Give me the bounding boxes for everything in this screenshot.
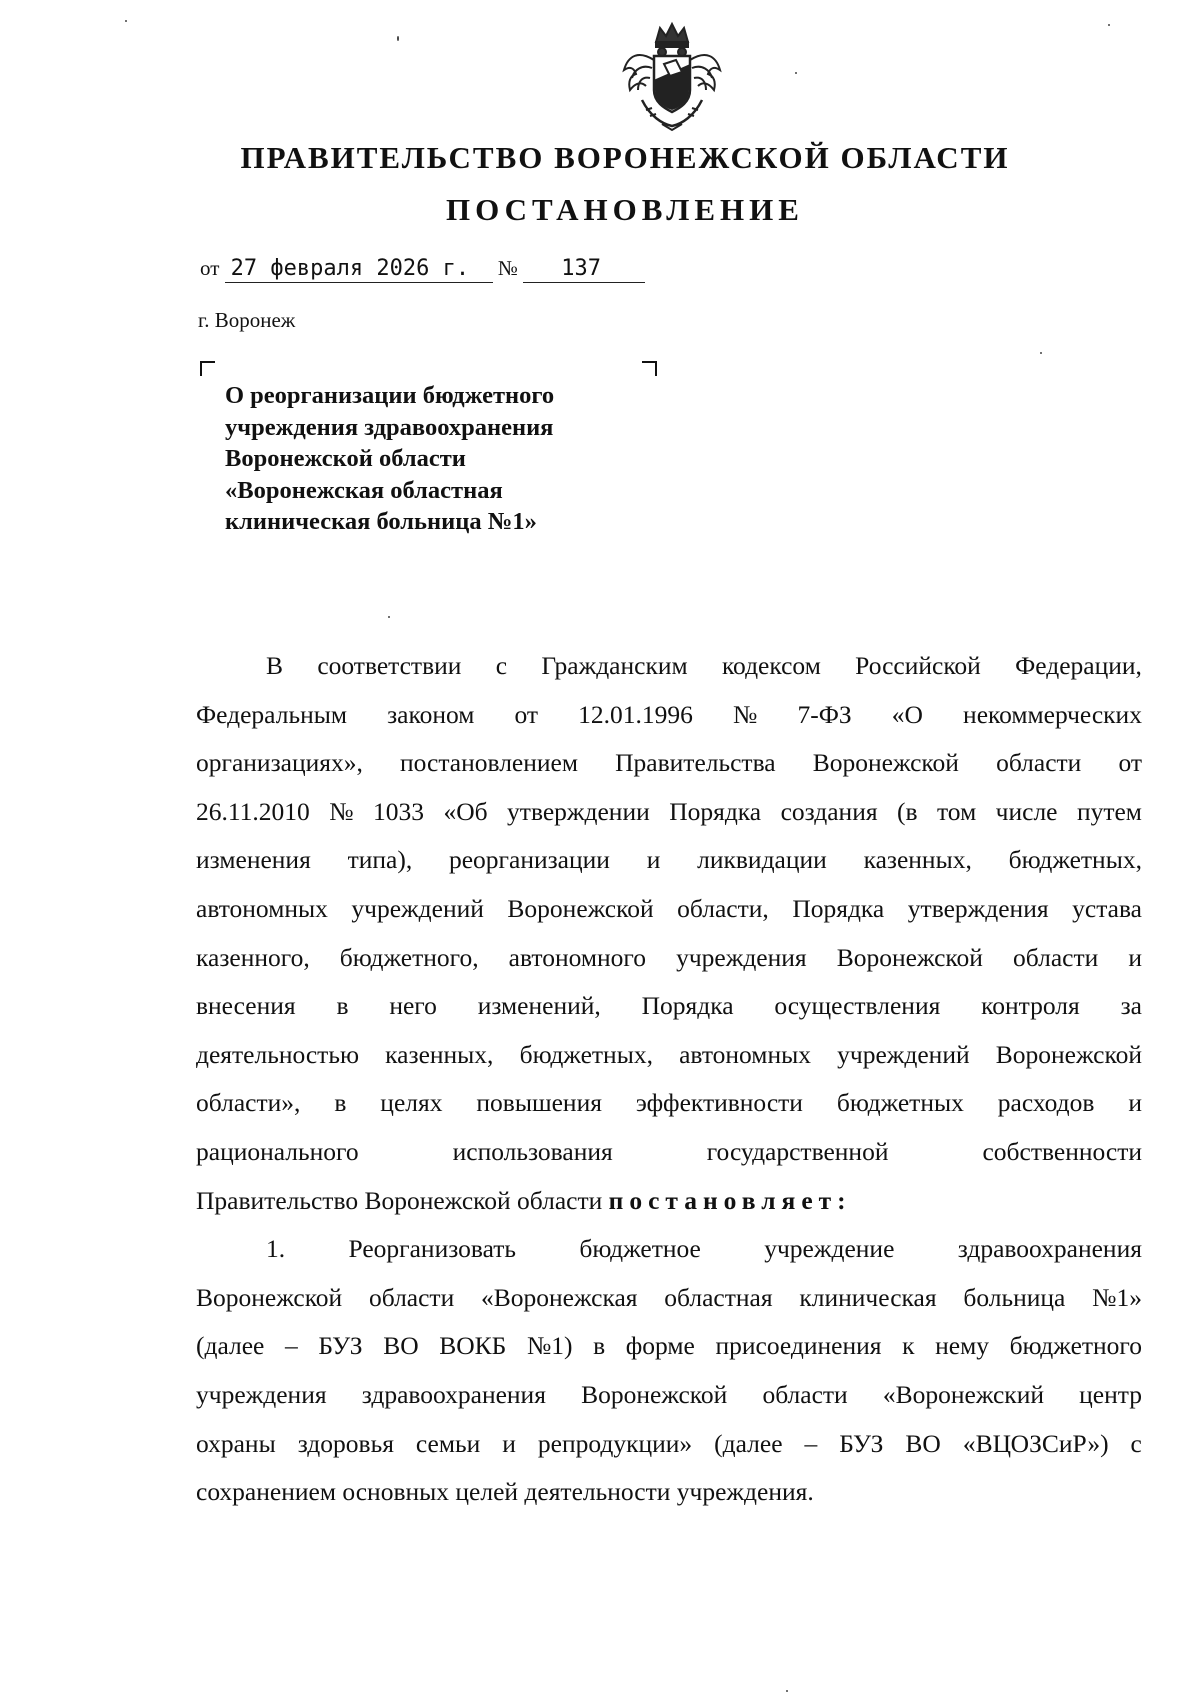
subject-corner-left	[200, 361, 215, 376]
word: 1.	[266, 1234, 286, 1264]
subject-line: О реорганизации бюджетного	[225, 382, 555, 409]
word: 1033	[373, 796, 425, 826]
word: областная	[664, 1282, 773, 1312]
word: «Об	[443, 796, 488, 826]
word: Федерации,	[1015, 651, 1142, 680]
word: области,	[677, 893, 769, 923]
word: в	[336, 991, 349, 1021]
word: типа),	[347, 845, 413, 875]
word: организациях»,	[196, 748, 363, 778]
word: постановлением	[399, 748, 578, 778]
resolves-line	[196, 1177, 1142, 1226]
word: утверждения	[907, 893, 1049, 923]
subject-line: Воронежской области	[225, 445, 466, 472]
word: ВОКБ	[439, 1331, 507, 1361]
word: и	[1128, 1088, 1142, 1118]
scan-speck	[1108, 24, 1110, 26]
word: больница	[963, 1282, 1066, 1312]
scan-speck	[388, 616, 390, 618]
word: от	[514, 699, 539, 729]
item-line	[196, 1322, 1142, 1371]
body-line	[196, 739, 1142, 788]
word: –	[804, 1428, 818, 1458]
word: нему	[935, 1331, 989, 1361]
word: расходов	[997, 1088, 1095, 1118]
word: эффективности	[635, 1088, 803, 1118]
word: изменения	[196, 845, 311, 875]
word: «ВЦОЗСиР»)	[962, 1428, 1109, 1458]
word: собственности	[982, 1136, 1142, 1166]
word: репродукции»	[537, 1428, 693, 1458]
word: Российской	[855, 651, 981, 680]
body-line	[196, 885, 1142, 934]
word: Реорганизовать	[348, 1234, 517, 1264]
word: области	[1013, 942, 1099, 972]
word: кодексом	[721, 651, 821, 680]
body-line	[196, 934, 1142, 983]
word: повышения	[476, 1088, 602, 1118]
word: устава	[1072, 893, 1142, 923]
word: некоммерческих	[963, 699, 1142, 729]
word: казенного,	[196, 942, 310, 972]
word: здравоохранения	[957, 1234, 1142, 1264]
word: Воронежской	[812, 748, 959, 778]
word: осуществления	[774, 991, 941, 1021]
subject-line: учреждения здравоохранения	[225, 413, 554, 441]
word: с	[1130, 1428, 1142, 1458]
word: центр	[1079, 1379, 1142, 1409]
word: (далее	[714, 1428, 783, 1458]
word: автономного	[508, 942, 646, 972]
document-date: 27 февраля 2026 г.	[225, 256, 493, 283]
word: изменений,	[477, 991, 601, 1021]
body-line	[196, 788, 1142, 837]
city-label: г. Воронеж	[198, 308, 296, 332]
word: бюджетного,	[339, 942, 479, 972]
subject-line: «Воронежская областная	[225, 476, 503, 504]
word: семьи	[415, 1428, 481, 1458]
word: (далее	[196, 1331, 265, 1361]
resolves-prefix: Правительство Воронежской области	[196, 1185, 603, 1215]
word: присоединения	[715, 1331, 882, 1361]
body-line	[196, 1031, 1142, 1080]
word: использования	[452, 1136, 613, 1166]
body-line	[196, 642, 1142, 691]
word: бюджетных,	[1008, 845, 1142, 875]
word: клиническая	[799, 1282, 937, 1312]
word: за	[1120, 991, 1142, 1021]
word: учреждение	[764, 1234, 895, 1264]
word: В	[266, 651, 284, 680]
word: него	[389, 991, 437, 1021]
word: рационального	[196, 1136, 359, 1166]
word: 7-ФЗ	[797, 699, 852, 729]
word: области	[368, 1282, 455, 1312]
number-label: №	[497, 256, 518, 280]
word: Воронежской	[507, 893, 654, 923]
word: государственной	[706, 1136, 889, 1166]
subject-corner-right	[642, 361, 657, 376]
word: БУЗ	[318, 1331, 363, 1361]
word: ВО	[905, 1428, 941, 1458]
body-line	[196, 1128, 1142, 1177]
word: и	[502, 1428, 516, 1458]
scan-speck	[795, 72, 797, 74]
document-type-title: ПОСТАНОВЛЕНИЕ	[446, 192, 804, 227]
word: бюджетное	[579, 1234, 701, 1264]
item-line	[196, 1274, 1142, 1323]
word: бюджетного	[1009, 1331, 1142, 1361]
word: Воронежской	[196, 1282, 343, 1312]
word: от	[1118, 748, 1142, 778]
body-line	[196, 836, 1142, 885]
date-number-line	[200, 256, 645, 283]
word: ВО	[383, 1331, 419, 1361]
word: к	[902, 1331, 915, 1361]
word: путем	[1076, 796, 1142, 826]
scan-speck	[125, 20, 127, 22]
word: бюджетных	[836, 1088, 964, 1118]
item-line-last: сохранением основных целей деятельности учреждения.	[196, 1477, 814, 1507]
word: №1)	[526, 1331, 573, 1361]
word: и	[1128, 942, 1142, 972]
word: области	[762, 1379, 848, 1409]
word: здравоохранения	[361, 1379, 546, 1409]
resolution-body	[196, 642, 1142, 1517]
word: Порядка	[792, 893, 885, 923]
word: учреждения	[676, 942, 807, 972]
word: БУЗ	[839, 1428, 884, 1458]
word: Порядка	[669, 796, 762, 826]
word: учреждения	[196, 1379, 327, 1409]
word: в	[334, 1088, 347, 1118]
word: казенных,	[385, 1039, 494, 1069]
coat-of-arms-emblem	[616, 20, 728, 132]
word: казенных,	[863, 845, 972, 875]
word: деятельностью	[196, 1039, 360, 1069]
word: в	[593, 1331, 606, 1361]
word: Воронежской	[581, 1379, 728, 1409]
word: реорганизации	[448, 845, 610, 875]
word: том	[937, 796, 977, 826]
word: Воронежской	[836, 942, 983, 972]
word: «Воронежская	[481, 1282, 638, 1312]
subject-line: клиническая больница №1»	[225, 508, 537, 535]
word: Порядка	[641, 991, 734, 1021]
word: и	[646, 845, 661, 875]
word: учреждений	[351, 893, 484, 923]
voronezh-coat-of-arms-icon	[616, 20, 728, 132]
document-number: 137	[523, 256, 645, 283]
body-line	[196, 982, 1142, 1031]
word: «О	[891, 699, 923, 729]
word: ликвидации	[697, 845, 827, 875]
word: внесения	[196, 991, 296, 1021]
resolves-word: постановляет:	[608, 1185, 852, 1215]
item-line	[196, 1225, 1142, 1274]
word: 12.01.1996	[578, 699, 693, 729]
scan-speck	[397, 36, 399, 41]
word: здоровья	[297, 1428, 394, 1458]
word: Федеральным	[196, 699, 347, 729]
body-line	[196, 691, 1142, 740]
word: «Воронежский	[882, 1379, 1044, 1409]
word: контроля	[981, 991, 1080, 1021]
word: автономных	[679, 1039, 811, 1069]
word: области	[996, 748, 1082, 778]
word: Воронежской	[995, 1039, 1142, 1069]
word: форме	[625, 1331, 695, 1361]
word: создания	[780, 796, 878, 826]
date-prefix-label: от	[200, 256, 220, 280]
word: –	[284, 1331, 298, 1361]
word: №	[733, 699, 758, 729]
word: Правительства	[615, 748, 776, 778]
word: соответствии	[317, 651, 462, 680]
word: законом	[387, 699, 475, 729]
government-title: ПРАВИТЕЛЬСТВО ВОРОНЕЖСКОЙ ОБЛАСТИ	[240, 140, 1010, 175]
word: области»,	[196, 1088, 301, 1118]
word: автономных	[196, 893, 328, 923]
word: 26.11.2010	[196, 796, 310, 826]
word: с	[495, 651, 508, 680]
subject-heading	[225, 380, 554, 538]
word: числе	[995, 796, 1058, 826]
scan-speck	[1040, 352, 1042, 354]
word: №	[329, 796, 354, 826]
item-line	[196, 1371, 1142, 1420]
word: №1»	[1092, 1282, 1142, 1312]
word: учреждений	[837, 1039, 970, 1069]
word: целях	[380, 1088, 443, 1118]
body-line	[196, 1079, 1142, 1128]
word: бюджетных,	[519, 1039, 653, 1069]
word: охраны	[196, 1428, 276, 1458]
scan-speck	[786, 1690, 788, 1692]
word: утверждении	[507, 796, 650, 826]
word: (в	[897, 796, 918, 826]
item-line	[196, 1420, 1142, 1469]
word: Гражданским	[541, 651, 688, 680]
